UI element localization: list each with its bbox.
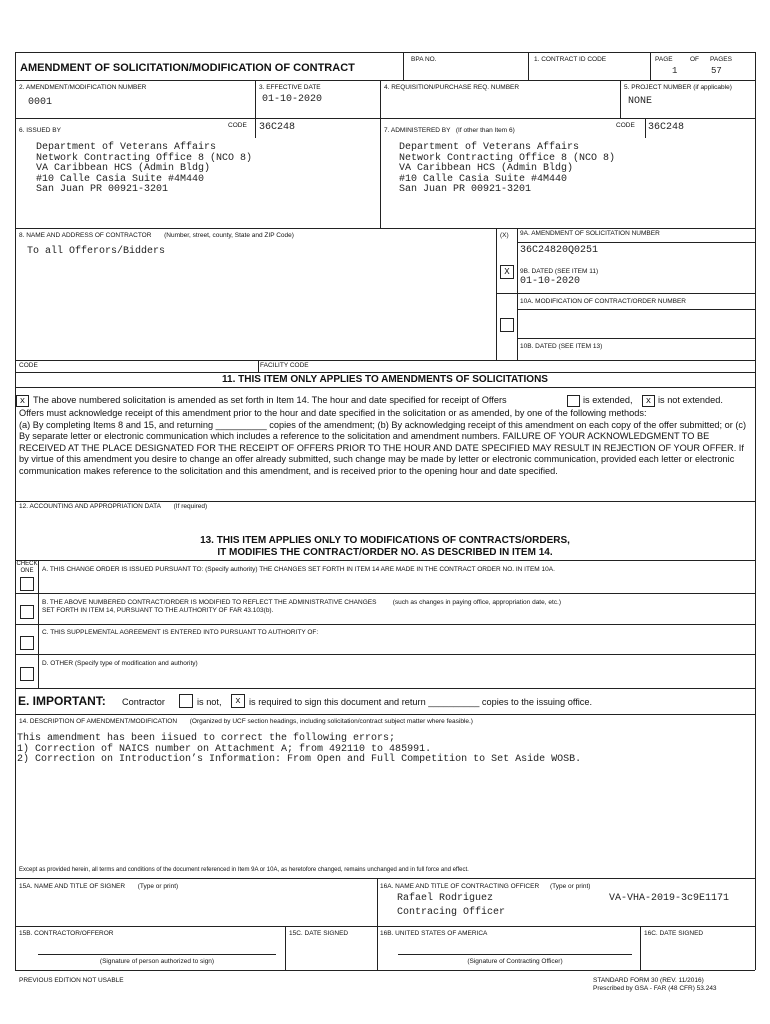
officer-16a-label-text: 16A. NAME AND TITLE OF CONTRACTING OFFICER bbox=[380, 883, 540, 890]
administered-by-label-note: (If other than Item 6) bbox=[455, 127, 515, 134]
of-label: OF bbox=[690, 56, 700, 63]
checkbox-extended[interactable] bbox=[567, 395, 580, 407]
dated-9b-value: 01-10-2020 bbox=[520, 276, 581, 287]
modification-10a-label: 10A. MODIFICATION OF CONTRACT/ORDER NUMBER bbox=[520, 298, 686, 305]
administered-by-code-value: 36C248 bbox=[648, 122, 685, 133]
contractor-signature-caption: (Signature of person authorized to sign) bbox=[99, 958, 215, 965]
checkbox-solicitation-amended[interactable]: x bbox=[16, 395, 29, 407]
signer-15a-note: (Type or print) bbox=[137, 883, 179, 890]
checkbox-13a[interactable] bbox=[20, 577, 34, 591]
checkbox-9[interactable]: X bbox=[500, 265, 514, 279]
administered-by-label-text: 7. ADMINISTERED BY bbox=[384, 127, 451, 134]
contractor-label bbox=[19, 232, 294, 240]
item11-line1: The above numbered solicitation is amended as set forth in Item 14. The hour and date specified for receipt of Offers bbox=[33, 395, 507, 405]
administered-by-label bbox=[384, 127, 515, 135]
effective-date-label: 3. EFFECTIVE DATE bbox=[259, 84, 321, 91]
issued-by-label: 6. ISSUED BY bbox=[19, 127, 61, 134]
checkbox-10[interactable] bbox=[500, 318, 514, 332]
officer-name: Rafael Rodriguez bbox=[397, 893, 494, 904]
item13-a-text: A. THIS CHANGE ORDER IS ISSUED PURSUANT TO: (Specify authority) THE CHANGES SET FORTH IN ITEM 14 ARE MADE IN THE CONTRACT ORDER NO. IN ITEM 10A. bbox=[42, 566, 555, 573]
issued-by-address: Department of Veterans Affairs Network Contracting Office 8 (NCO 8) VA Caribbean HCS (Admin Bldg) #10 Calle Casia Suite #4M440 San Juan PR 00921-3201 bbox=[36, 142, 253, 195]
item13-title-line1: 13. THIS ITEM APPLIES ONLY TO MODIFICATIONS OF CONTRACTS/ORDERS, bbox=[200, 535, 570, 546]
amendment-number-label: 2. AMENDMENT/MODIFICATION NUMBER bbox=[19, 84, 147, 91]
checkbox-is-not[interactable] bbox=[179, 694, 193, 708]
footer-note: Except as provided herein, all terms and conditions of the document referenced in Item 9A or 10A, as heretofore changed, remains unchanged and in full force and effect. bbox=[19, 867, 469, 873]
officer-signature-line bbox=[398, 954, 632, 955]
bpa-label: BPA NO. bbox=[411, 56, 437, 63]
extended-label: is extended, bbox=[583, 395, 633, 405]
prescribed-by: Prescribed by GSA - FAR (48 CFR) 53.243 bbox=[593, 985, 717, 992]
contractor-signature-line bbox=[38, 954, 276, 955]
checkbox-13c[interactable] bbox=[20, 636, 34, 650]
important-label: E. IMPORTANT: bbox=[18, 694, 106, 708]
project-number-value: NONE bbox=[628, 96, 653, 107]
description-label-note: (Organized by UCF section headings, including solicitation/contract subject matter where feasible.) bbox=[189, 718, 473, 725]
code-label: CODE bbox=[19, 362, 38, 369]
amendment-solicitation-value: 36C24820Q0251 bbox=[520, 245, 599, 256]
page-value: 1 bbox=[672, 66, 678, 76]
checkbox-13d[interactable] bbox=[20, 667, 34, 681]
standard-form-number: STANDARD FORM 30 (REV. 11/2016) bbox=[593, 977, 704, 984]
item13-b-text-line2: SET FORTH IN ITEM 14, PURSUANT TO THE AUTHORITY OF FAR 43.103(b). bbox=[42, 607, 274, 614]
item11-paragraph: Offers must acknowledge receipt of this amendment prior to the hour and date specified in the solicitation or as amended, by one of the following methods: (a) By completing Items 8 and 15, and returning __________ copies of the amendment; (b) By acknowledging receipt of this amendment on each copy of the offer submitted; or (c) By separate letter or electronic communication which includes a reference to the solicitation and amendment numbers. FAILURE OF YOUR ACKNOWLEDGMENT TO BE RECEIVED AT THE PLACE DESIGNATED FOR THE RECEIPT OF OFFERS PRIOR TO THE HOUR AND DATE SPECIFIED MAY RESULT IN REJECTION OF YOUR OFFER. If by virtue of this amendment you desire to change an offer already submitted, such change may be made by letter or electronic communication, provided each letter or electronic communication makes reference to the solicitation and this amendment, and is received prior to the opening hour and date specified. bbox=[19, 408, 747, 476]
checkbox-not-extended[interactable]: x bbox=[642, 395, 655, 407]
checkbox-13b[interactable] bbox=[20, 605, 34, 619]
contractor-value: To all Offerors/Bidders bbox=[27, 246, 166, 257]
item13-d-text: D. OTHER (Specify type of modification and authority) bbox=[42, 660, 198, 667]
accounting-label-text: 12. ACCOUNTING AND APPROPRIATION DATA bbox=[19, 503, 161, 510]
item11-title: 11. THIS ITEM ONLY APPLIES TO AMENDMENTS OF SOLICITATIONS bbox=[222, 374, 548, 385]
contractor-label-note: (Number, street, county, State and ZIP Code) bbox=[164, 232, 294, 239]
item13-b-text-main: B. THE ABOVE NUMBERED CONTRACT/ORDER IS MODIFIED TO REFLECT THE ADMINISTRATIVE CHANGES bbox=[42, 599, 377, 606]
item13-title-line2: IT MODIFIES THE CONTRACT/ORDER NO. AS DESCRIBED IN ITEM 14. bbox=[217, 547, 553, 558]
previous-edition-note: PREVIOUS EDITION NOT USABLE bbox=[19, 977, 124, 984]
dated-10b-label: 10B. DATED (SEE ITEM 13) bbox=[520, 343, 603, 350]
pages-label: PAGES bbox=[710, 56, 732, 63]
issued-by-code-label: CODE bbox=[228, 122, 247, 129]
form-title: AMENDMENT OF SOLICITATION/MODIFICATION OF CONTRACT bbox=[20, 62, 355, 74]
issued-by-code-value: 36C248 bbox=[259, 122, 296, 133]
description-label bbox=[19, 718, 473, 726]
page-label: PAGE bbox=[655, 56, 673, 63]
x-column-label: (X) bbox=[500, 232, 509, 239]
officer-16a-note: (Type or print) bbox=[550, 883, 591, 890]
administered-by-code-label: CODE bbox=[616, 122, 635, 129]
project-number-label: 5. PROJECT NUMBER (if applicable) bbox=[624, 84, 732, 91]
signer-15a-label bbox=[19, 883, 178, 891]
administered-by-address: Department of Veterans Affairs Network Contracting Office 8 (NCO 8) VA Caribbean HCS (Admin Bldg) #10 Calle Casia Suite #4M440 San Juan PR 00921-3201 bbox=[399, 142, 616, 195]
accounting-label bbox=[19, 503, 207, 511]
item13-b-note: (such as changes in paying office, appropriation date, etc.) bbox=[392, 599, 561, 606]
effective-date-value: 01-10-2020 bbox=[262, 94, 323, 105]
contract-id-label: 1. CONTRACT ID CODE bbox=[534, 56, 607, 63]
signer-15a-label-text: 15A. NAME AND TITLE OF SIGNER bbox=[19, 883, 126, 890]
description-text: This amendment has been iisued to correct the following errors; 1) Correction of NAICS number on Attachment A; from 492110 to 485991. 2) Correction on Introduction’s Information: From Open and Full Competition to Set Aside WOSB. bbox=[17, 733, 582, 765]
officer-id: VA-VHA-2019-3c9E1171 bbox=[609, 893, 730, 904]
accounting-label-note: (If required) bbox=[173, 503, 208, 510]
facility-code-label: FACILITY CODE bbox=[260, 362, 309, 369]
contractor-15b-label: 15B. CONTRACTOR/OFFEROR bbox=[19, 930, 114, 937]
amendment-solicitation-label: 9A. AMENDMENT OF SOLICITATION NUMBER bbox=[520, 230, 660, 237]
amendment-number-value: 0001 bbox=[28, 97, 53, 108]
officer-signature-caption: (Signature of Contracting Officer) bbox=[467, 958, 563, 965]
usa-16b-label: 16B. UNITED STATES OF AMERICA bbox=[380, 930, 488, 937]
date-16c-label: 16C. DATE SIGNED bbox=[644, 930, 704, 937]
dated-9b-label: 9B. DATED (SEE ITEM 11) bbox=[520, 268, 599, 275]
requisition-label: 4. REQUISITION/PURCHASE REQ. NUMBER bbox=[384, 84, 520, 91]
date-15c-label: 15C. DATE SIGNED bbox=[289, 930, 349, 937]
officer-16a-label bbox=[380, 883, 590, 891]
check-one-label: CHECK ONE bbox=[16, 561, 38, 574]
item13-b-text bbox=[42, 599, 561, 607]
important-is-not: is not, bbox=[197, 697, 222, 707]
officer-title: Contracing Officer bbox=[397, 907, 506, 918]
description-label-text: 14. DESCRIPTION OF AMENDMENT/MODIFICATION bbox=[19, 718, 178, 725]
not-extended-label: is not extended. bbox=[658, 395, 723, 405]
checkbox-is-required[interactable]: x bbox=[231, 694, 245, 708]
pages-value: 57 bbox=[711, 66, 722, 76]
important-required-text: is required to sign this document and return __________ copies to the issuing office. bbox=[249, 697, 593, 707]
item13-c-text: C. THIS SUPPLEMENTAL AGREEMENT IS ENTERED INTO PURSUANT TO AUTHORITY OF: bbox=[42, 629, 319, 636]
important-contractor: Contractor bbox=[122, 697, 165, 707]
contractor-label-text: 8. NAME AND ADDRESS OF CONTRACTOR bbox=[19, 232, 152, 239]
